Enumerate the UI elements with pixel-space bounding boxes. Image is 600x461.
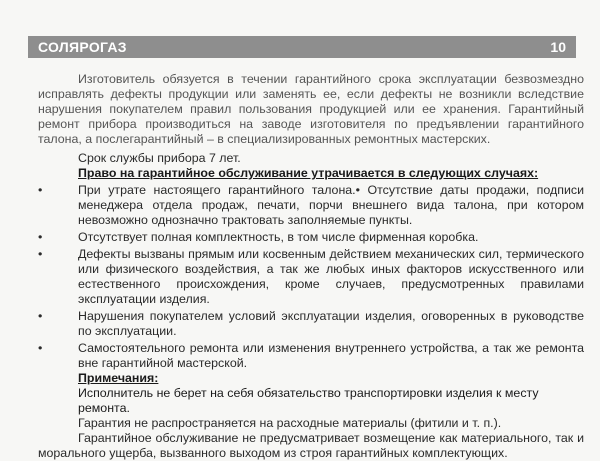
page-title: СОЛЯРОГАЗ	[38, 39, 127, 55]
list-item	[38, 183, 584, 228]
list-item-text: Отсутствует полная комплектность, в том числе фирменная коробка.	[78, 230, 479, 244]
list-item-text: Самостоятельного ремонта или изменения внутреннего устройства, а так же ремонта вне гарантийной мастерской.	[78, 341, 584, 370]
warranty-loss-list	[38, 183, 584, 371]
bullet-icon: •	[38, 309, 43, 323]
list-item	[38, 309, 584, 339]
notes-heading: Примечания:	[78, 371, 159, 385]
note-item: Гарантия не распространяется на расходные материалы (фитили и т. п.).	[78, 416, 502, 430]
notes-section	[38, 386, 584, 461]
page-header	[28, 36, 576, 58]
bullet-icon: •	[38, 247, 43, 261]
bullet-icon: •	[38, 341, 43, 355]
intro-paragraph: Изготовитель обязуется в течении гарантийного срока эксплуатации безвозмездно исправлять дефекты продукции или заменять ее, если дефекты не возникли вследствие нарушения покупателем правил пользования продукцией или ее хранения. Гарантийный ремонт прибора производиться на заводе изготовителя по предъявлении гарантийного талона, а послегарантийный – в специализированных ремонтных мастерских.	[38, 72, 584, 146]
note-item: Исполнитель не берет на себя обязательство транспортировки изделия к месту ремонта.	[78, 386, 539, 415]
note-item: Гарантийное обслуживание не предусматривает возмещение как материального, так и морального ущерба, вызванного выходом из строя гарантийных комплектующих.	[38, 431, 584, 460]
list-item	[38, 230, 584, 245]
service-life: Срок службы прибора 7 лет.	[78, 151, 241, 165]
list-item-text: Дефекты вызваны прямым или косвенным действием механических сил, термического или физического воздействия, а так же любых иных факторов искусственного или естественного происхождения, кроме случаев, предусмотренных правилами эксплуатации изделия.	[78, 247, 584, 306]
list-item	[38, 341, 584, 371]
page-number: 10	[550, 39, 566, 55]
bullet-icon: •	[38, 230, 43, 244]
list-item	[38, 247, 584, 307]
warranty-loss-heading: Право на гарантийное обслуживание утрачивается в следующих случаях:	[78, 166, 539, 180]
bullet-icon: •	[38, 183, 43, 197]
list-item-text: Нарушения покупателем условий эксплуатации изделия, оговоренных в руководстве по эксплуатации.	[78, 309, 584, 338]
page-content	[38, 72, 584, 461]
list-item-text: При утрате настоящего гарантийного талона.• Отсутствие даты продажи, подписи менеджера отдела продаж, печати, порчи внешнего вида талона, при котором невозможно однозначно трактовать заполняемые пункты.	[78, 183, 584, 227]
